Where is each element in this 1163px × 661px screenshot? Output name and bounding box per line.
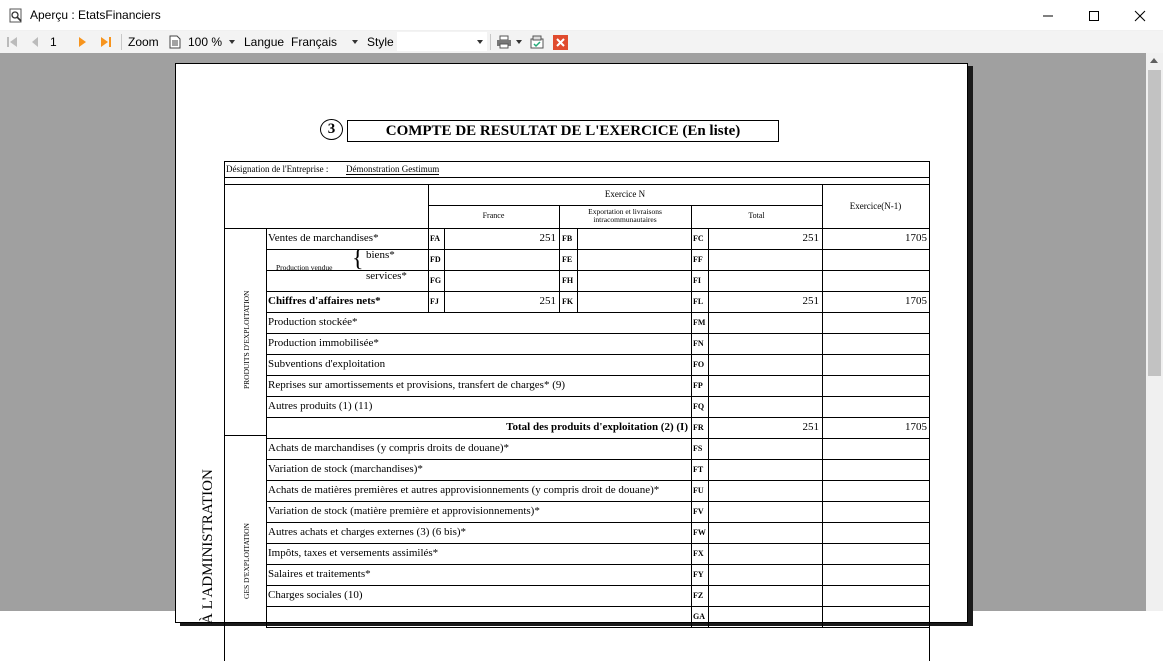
col-line (708, 543, 709, 564)
col-line (822, 459, 823, 480)
row-line (266, 543, 930, 544)
col-line (708, 396, 709, 417)
col-line (691, 585, 692, 606)
row-france: 251 (539, 232, 556, 244)
report-number: 3 (320, 119, 343, 140)
row-code: FZ (693, 591, 704, 600)
col-line (559, 291, 560, 312)
print-options-button[interactable] (516, 34, 522, 50)
col-line (708, 459, 709, 480)
col-line (708, 606, 709, 627)
section-produits: PRODUITS D'EXPLOITATION (242, 290, 251, 389)
row-code: FY (693, 570, 704, 579)
row-label: Variation de stock (matière première et approvisionnements)* (268, 505, 540, 517)
col-line (691, 501, 692, 522)
row-code: FV (693, 507, 704, 516)
designation-label: Désignation de l'Entreprise : (226, 164, 329, 174)
minimize-button[interactable] (1025, 0, 1071, 31)
row-code: FB (562, 234, 573, 243)
production-vendue: Production vendue (276, 263, 333, 272)
style-select[interactable] (397, 32, 487, 51)
col-line (691, 564, 692, 585)
zoom-select[interactable]: 100 % (185, 32, 239, 51)
col-line (691, 438, 692, 459)
row-label: Salaires et traitements* (268, 568, 371, 580)
maximize-icon (1089, 11, 1099, 21)
title-bar (0, 0, 1163, 31)
col-line (428, 270, 429, 291)
col-line (822, 543, 823, 564)
col-line (691, 333, 692, 354)
row-label: Production immobilisée* (268, 337, 379, 349)
col-line (691, 522, 692, 543)
row-line (266, 396, 930, 397)
previous-page-icon (30, 35, 40, 49)
col-line (708, 333, 709, 354)
col-line (708, 375, 709, 396)
row-code: FO (693, 360, 705, 369)
row-code: FQ (693, 402, 705, 411)
col-line (708, 501, 709, 522)
row-line (266, 522, 930, 523)
row-line (266, 417, 930, 418)
col-line (559, 228, 560, 249)
col-line (708, 564, 709, 585)
row-line (266, 480, 930, 481)
row-label: Subventions d'exploitation (268, 358, 386, 370)
last-page-icon (100, 35, 112, 49)
row-code: FT (693, 465, 704, 474)
chevron-down-icon (352, 40, 358, 44)
col-line (444, 228, 445, 249)
row-label: Ventes de marchandises* (268, 232, 379, 244)
col-line (691, 312, 692, 333)
col-line (691, 375, 692, 396)
preview-icon (8, 8, 24, 24)
row-code: FD (430, 255, 441, 264)
col-line (444, 249, 445, 270)
section-charges: GES D'EXPLOITATION (242, 523, 251, 599)
col-line (691, 459, 692, 480)
row-code: FM (693, 318, 706, 327)
row-code: FG (430, 276, 442, 285)
row-line (266, 333, 930, 334)
col-line (822, 585, 823, 606)
row-total: 251 (802, 421, 819, 433)
next-page-button[interactable] (77, 34, 87, 50)
col-line (691, 354, 692, 375)
last-page-button[interactable] (100, 34, 112, 50)
col-line (691, 480, 692, 501)
row-france: 251 (539, 295, 556, 307)
col-line (822, 564, 823, 585)
col-line (708, 291, 709, 312)
row-line (266, 354, 930, 355)
close-preview-button[interactable] (553, 34, 568, 50)
next-page-icon (77, 35, 87, 49)
col-line (822, 417, 823, 438)
row-line (266, 564, 930, 565)
header-exercice-n: Exercice N (604, 189, 646, 199)
col-line (428, 249, 429, 270)
row-code: FJ (430, 297, 439, 306)
row-code: FX (693, 549, 704, 558)
col-line (444, 291, 445, 312)
scroll-thumb[interactable] (1148, 70, 1161, 376)
col-line (691, 543, 692, 564)
style-label: Style (367, 35, 394, 49)
report-page (175, 63, 968, 623)
row-label: Autres achats et charges externes (3) (6 bis)* (268, 526, 467, 538)
row-total: 251 (802, 232, 819, 244)
col-line (822, 270, 823, 291)
col-line (822, 291, 823, 312)
header-total: Total (748, 211, 765, 220)
row-line (266, 375, 930, 376)
col-line (691, 291, 692, 312)
language-label: Langue (244, 35, 285, 49)
row-label: Achats de marchandises (y compris droits de douane)* (268, 442, 510, 454)
col-line (822, 312, 823, 333)
row-code: FP (693, 381, 703, 390)
row-line (266, 291, 930, 292)
row-code: FE (562, 255, 573, 264)
row-label: Achats de matières premières et autres approvisionnements (y compris droit de douane)* (268, 484, 660, 496)
row-code: FH (562, 276, 574, 285)
col-line (708, 417, 709, 438)
row-line (266, 459, 930, 460)
row-label: Reprises sur amortissements et provisions, transfert de charges* (9) (268, 379, 566, 391)
col-line (691, 249, 692, 270)
row-line (266, 438, 930, 439)
designation-value: Démonstration Gestimum (346, 164, 440, 174)
row-line (266, 606, 930, 607)
row-code: FS (693, 444, 703, 453)
col-line (822, 354, 823, 375)
biens-label: biens* (366, 249, 395, 261)
vertical-scrollbar[interactable] (1146, 53, 1163, 611)
col-line (822, 522, 823, 543)
page-number-field[interactable]: 1 (50, 35, 57, 49)
col-line (428, 291, 429, 312)
col-line (708, 228, 709, 249)
col-line (822, 480, 823, 501)
close-icon (553, 35, 568, 50)
preview-viewport[interactable] (0, 53, 1146, 624)
col-line (577, 270, 578, 291)
col-line (691, 270, 692, 291)
row-label: Production stockée* (268, 316, 358, 328)
services-label: services* (366, 270, 407, 282)
col-line (708, 522, 709, 543)
row-line (266, 627, 930, 628)
row-code: FA (430, 234, 441, 243)
chevron-down-icon (516, 40, 522, 44)
row-code: GA (693, 612, 705, 621)
row-line (266, 312, 930, 313)
row-label: Impôts, taxes et versements assimilés* (268, 547, 439, 559)
scroll-up-icon[interactable] (1150, 58, 1158, 63)
export-icon (529, 35, 545, 49)
row-code: FU (693, 486, 704, 495)
chevron-down-icon (229, 40, 235, 44)
chevron-down-icon (477, 40, 483, 44)
row-label: Variation de stock (marchandises)* (268, 463, 423, 475)
row-label: Autres produits (1) (11) (268, 400, 373, 412)
row-n1: 1705 (905, 232, 927, 244)
col-line (822, 375, 823, 396)
col-line (577, 249, 578, 270)
header-export: Exportation et livraisons intracommunautaires (588, 207, 662, 225)
col-line (822, 333, 823, 354)
maximize-button[interactable] (1071, 0, 1117, 31)
row-n1: 1705 (905, 295, 927, 307)
first-page-icon (6, 35, 18, 49)
col-line (577, 228, 578, 249)
col-line (577, 291, 578, 312)
col-line (708, 249, 709, 270)
brace: { (352, 246, 364, 272)
col-line (691, 396, 692, 417)
row-line (266, 585, 930, 586)
col-line (822, 438, 823, 459)
header-n1: Exercice(N-1) (849, 201, 902, 211)
col-line (708, 270, 709, 291)
first-page-button[interactable] (6, 34, 18, 50)
close-icon (1135, 11, 1145, 21)
row-code: FW (693, 528, 706, 537)
row-label: Charges sociales (10) (268, 589, 363, 601)
col-line (559, 249, 560, 270)
row-code: FC (693, 234, 704, 243)
col-line (822, 249, 823, 270)
col-line (691, 417, 692, 438)
print-button[interactable] (496, 34, 512, 50)
row-code: FF (693, 255, 703, 264)
row-code: FR (693, 423, 704, 432)
col-line (708, 585, 709, 606)
col-line (691, 606, 692, 627)
col-line (822, 396, 823, 417)
toolbar (0, 31, 1163, 53)
col-line (444, 270, 445, 291)
col-line (559, 270, 560, 291)
col-line (822, 501, 823, 522)
col-line (428, 228, 429, 249)
window-title: Aperçu : EtatsFinanciers (30, 8, 161, 22)
row-code: FI (693, 276, 701, 285)
language-select[interactable]: Français (288, 32, 362, 51)
col-line (708, 480, 709, 501)
zoom-label: Zoom (128, 35, 159, 49)
row-total: 251 (802, 295, 819, 307)
close-button[interactable] (1117, 0, 1163, 31)
page-icon (169, 34, 181, 50)
side-text: À L'ADMINISTRATION (200, 469, 216, 624)
col-line (822, 606, 823, 627)
row-label: Chiffres d'affaires nets* (268, 295, 381, 307)
row-code: FN (693, 339, 704, 348)
col-line (708, 354, 709, 375)
header-france: France (482, 211, 505, 220)
col-line (708, 438, 709, 459)
export-button[interactable] (529, 34, 545, 50)
row-n1: 1705 (905, 421, 927, 433)
row-code: FK (562, 297, 574, 306)
row-label: Total des produits d'exploitation (2) (I) (506, 421, 688, 433)
minimize-icon (1043, 11, 1053, 21)
row-line (266, 501, 930, 502)
col-line (708, 312, 709, 333)
col-line (822, 228, 823, 249)
col-line (691, 228, 692, 249)
previous-page-button[interactable] (30, 34, 40, 50)
row-code: FL (693, 297, 704, 306)
printer-icon (496, 35, 512, 49)
report-title: COMPTE DE RESULTAT DE L'EXERCICE (En liste) (347, 120, 779, 142)
